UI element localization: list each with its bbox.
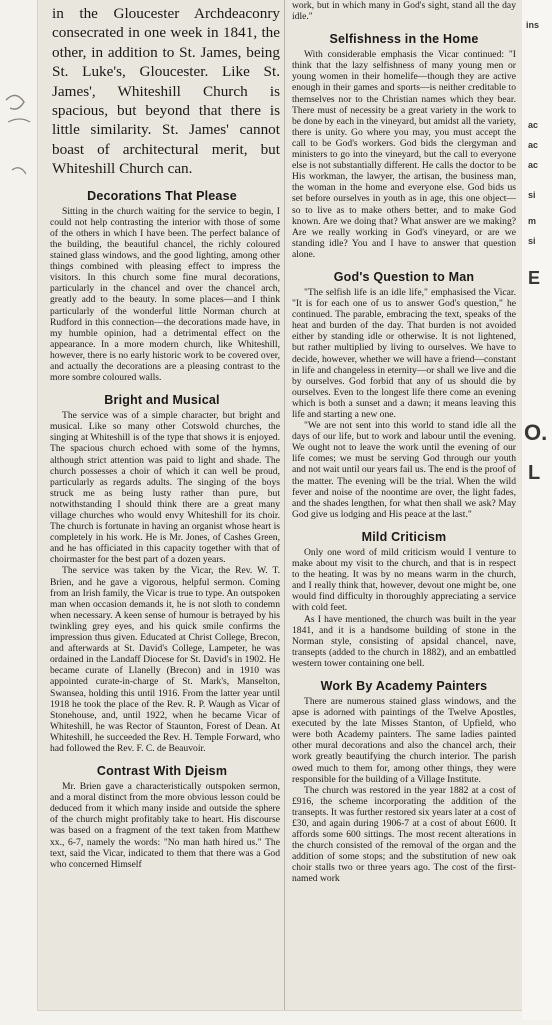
article-paragraph: Sitting in the church waiting for the service to begin, I could not help contrasting the interior with those of some of the others in which I have been. The perfect balance of the building, the beautiful chancel, the richly coloured stained glass windows, and the good lighting, among other things combined with pleasing effect to impress the visitors. In this church some fine mural decorations, particularly in the chancel and over the chancel arch, greatly add to the beauty. In some places—and I think particularly of the wonderful little Norman church at Rudford in this connection—the decorations made have, in my humble opinion, had a detrimental effect on the appearance. In a more modern church, like Whiteshill, however, there is no early historic work to be covered over, and actually the decorations are a pleasing contrast to the more sombre coloured walls. [50,205,280,384]
article-paragraph: The church was restored in the year 1882 at a cost of £916, the scheme incorporating the addition of the transepts. It was further restored six years later at a cost of £30, and again during 1906-7 at a cost of about £600. It affords some 600 sittings. The most recent alterations in the church consisted of the removal of the organ and the addition of some stops; and the substitution of new oak choir stalls two or three years ago. The cost of the first-named work [292,784,516,885]
section-heading: Work By Academy Painters [320,678,488,693]
column-rule [284,0,285,1010]
pencil-marks [0,0,40,1020]
edge-fragment: ac [528,140,539,150]
section-selfishness [288,32,520,260]
article-paragraph: The service was of a simple character, but bright and musical. Like so many other Cotswold churches, the singing at Whiteshill is of the type that shows it is enjoyed. The spacious church echoed with some of the hymns, although strict attention was paid to light and shade. The church possesses a choir of which it can well be proud, particularly as regards adults. The singing of the boys struck me as being lusty rather than pure, but notwithstanding I should think there are a great many village churches who would envy Whiteshill for its choir. The church is fortunate in having an organist whose heart is completely in his work. He is Mr. Jones, of Cashes Green, and he has officiated in this capacity together with that of choirmaster for the best part of a dozen years. [50,410,280,566]
adjacent-clipping-edge [522,0,552,1020]
article-paragraph: With considerable emphasis the Vicar continued: "I think that the lazy selfishness of many young men or young women in their homelife—though they are active enough in their games and sports—is neither creditable to themselves nor to the Christian names which they bear. There must of necessity be a great variety in the work to be done by each in the vineyard, but amidst all the variety, there is unity. Go where you may, you must accept the call to be God's workers. God bids the clergyman and ministers to go into the vineyard, but the call to everyone else is not substantially different. He calls the doctor to be His workman, the lawyer, the artisan, the business man, the woman in the home and everyone else. God bids us set before ourselves in youth as in age, this one object—so to live as to make others better, and to make God known. Are we doing that? What answer are we making? Are we really working in God's vineyard, or are we standing idle? You and I have to answer that question alone. [292,49,516,260]
edge-fragment: ac [528,120,539,130]
section-contrast [42,764,282,870]
edge-fragment: si [528,190,536,200]
article-paragraph: There are numerous stained glass windows, and the apse is adorned with paintings of the Twelve Apostles, executed by the late Misses Stanton, of Upfield, who were both Academy painters. The same ladies painted other mural decorations and also the chancel arch, their work greatly beautifying the church interior. The parish owed much to them for, among other things, they were responsible for the building of a Village Institute. [292,695,516,785]
article-paragraph: The service was taken by the Vicar, the Rev. W. T. Brien, and he gave a vigorous, helpful sermon. Coming from an Irish family, the Vicar is true to type. An outspoken man when occasion demands it, he is not sloth to condemn when necessary. A keen sense of humour is betrayed by his twinkling grey eyes, and his quick smile confirms the impression thus given. Educated at Christ College, Brecon, and afterwards at St. David's College, Lampeter, he was ordained in the Landaff Diocese for St. David's in 1902. He became curate of Llanelly (Brecon) and in 1910 was appointed curate-in-charge of St. Mark's, Manselton, Swansea, holding this until 1916. From the latter year until 1918 he took the place of the Rev. R. P. Waugh as Vicar of Stonehouse, and, until 1922, when he became Vicar of Whiteshill, he was Rector of Staunton, Forest of Dean. At Whiteshill, he succeeded the Rev. H. Temple Forward, who had followed the Rev. F. C. de Beauvoir. [50,565,280,754]
lead-paragraph: in the Gloucester Archdeaconry consecrated in one week in 1841, the other, in addition to St. James, being St. Luke's, Gloucester. Like St. James', Whiteshill Church is spacious, but beyond that there is little similarity. St. James' cannot boast of architectural merit, but Whiteshill Church can. [52,5,280,178]
pencil-marks-svg [0,0,40,1020]
section-heading: God's Question to Man [333,269,475,284]
section-heading: Selfishness in the Home [329,32,479,47]
edge-fragment: E [528,268,541,288]
edge-fragment: O. [524,420,548,445]
left-column [42,0,282,870]
section-heading: Contrast With Djeism [96,764,228,779]
edge-fragment: L [528,462,541,484]
section-bright-musical [42,393,282,754]
article-paragraph: "The selfish life is an idle life," emphasised the Vicar. "It is for each one of us to answer God's question," he continued. The parable, embracing the text, speaks of the heat and burden of the day. That burden is not avoided either by standing idle or otherwise. It is not lightened, but rather multiplied by living to ourselves. We have to decide, however, whether we will have a friend—constant in life and changeless in eternity—or shall we live and die by ourselves. God forbid that any of us should die by ourselves. Even to the longest life there come an evening which is both a sunset and a dawn; it means leaving this life and starting a new one. [292,286,516,420]
article-paragraph: Only one word of mild criticism would I venture to make about my visit to the church, and that is in respect to the heating. It was by no means warm in the church, and I really think that, however, devout one might be, one would find difficulty in thoroughly appreciating a service with cold feet. [292,546,516,614]
section-heading: Decorations That Please [87,188,237,203]
article-paragraph: As I have mentioned, the church was built in the year 1841, and it is a handsome building of stone in the Norman style, consisting of apsidal chancel, nave, transepts (added to the church in 1882), and an embattled western tower containing one bell. [292,613,516,669]
newspaper-clipping [38,0,522,1010]
right-column [288,0,520,885]
continued-fragment: work, but in which many in God's sight, stand all the day idle." [292,0,516,23]
section-academy-painters [288,679,520,885]
edge-fragment: m [528,216,537,226]
edge-fragment: ins [526,20,540,30]
edge-fragment: ac [528,160,539,170]
section-gods-question [288,270,520,520]
article-paragraph: "We are not sent into this world to stand idle all the days of our life, but to work and labour until the evening. We ought not to leave the work until the evening of our life comes; we must be serving God through our youth and not wait until our years fail us. The end is the proof of the matter. The evening will be the trial. When the wild fever and noise of the noontime are over, the light fades, and the shades lengthen, for what then shall we ask? May God give us lodging and His peace at the last." [292,420,516,520]
section-mild-criticism [288,530,520,669]
article-paragraph: Mr. Brien gave a characteristically outspoken sermon, and a moral distinct from the more obvious lesson could be deduced from it which many inside and outside the sphere of the church might profitably take to heart. His discourse was based on a fragment of the text taken from Matthew xx., 6-7, namely the words: "No man hath hired us." The text, said the Vicar, indicated to them that there was a God who concerned Himself [50,781,280,870]
section-heading: Mild Criticism [361,529,447,544]
edge-fragment: si [528,236,536,246]
section-heading: Bright and Musical [104,393,220,408]
section-decorations [42,189,282,384]
